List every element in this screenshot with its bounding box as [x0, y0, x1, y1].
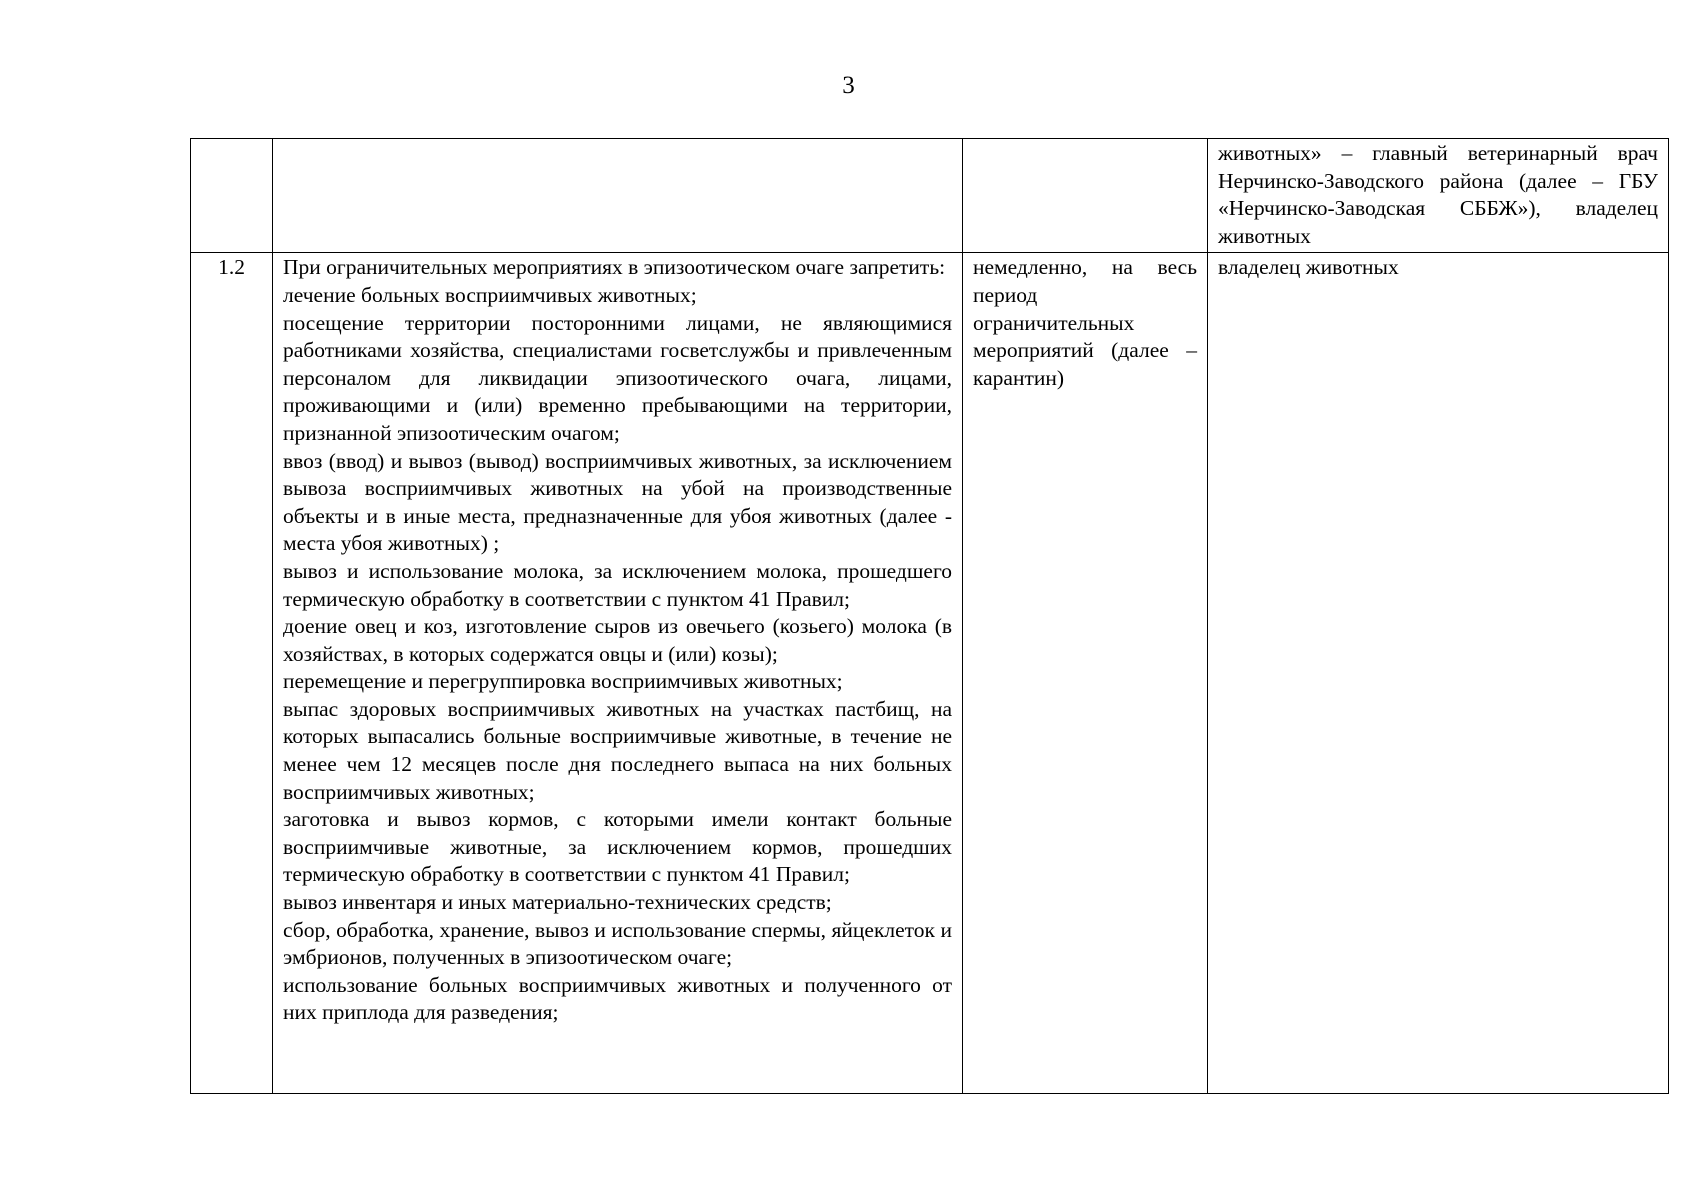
table-row [191, 253, 1669, 1094]
responsible-cell: владелец животных [1208, 253, 1669, 1094]
row-number-cell [191, 139, 273, 253]
measure-paragraph: лечение больных восприимчивых животных; [283, 282, 697, 307]
measure-paragraph: ввоз (ввод) и вывоз (вывод) восприимчивых животных, за исключением вывоза восприимчивых животных на убой на производственные объекты и в иные места, предназначенные для убоя животных (далее - места убоя животных) ; [283, 448, 952, 556]
responsible-cell: животных» – главный ветеринарный врач Нерчинско-Заводского района (далее – ГБУ «Нерчинско-Заводская СББЖ»), владелец животных [1208, 139, 1669, 253]
measure-cell [273, 253, 963, 1094]
term-cell: немедленно, на весь период ограничительных мероприятий (далее – карантин) [963, 253, 1208, 1094]
measure-paragraph: вывоз инвентаря и иных материально-технических средств; [283, 890, 832, 915]
measure-cell [273, 139, 963, 253]
page-number: 3 [842, 72, 855, 99]
measure-paragraph: использование больных восприимчивых животных и полученного от них приплода для разведения; [283, 972, 952, 1025]
measure-paragraph: вывоз и использование молока, за исключением молока, прошедшего термическую обработку в соответствии с пунктом 41 Правил; [283, 558, 952, 611]
measure-paragraph: При ограничительных мероприятиях в эпизоотическом очаге запретить: [283, 255, 946, 280]
measure-paragraph: сбор, обработка, хранение, вывоз и использование спермы, яйцеклеток и эмбрионов, полученных в эпизоотическом очаге; [283, 917, 952, 970]
measure-paragraph: посещение территории посторонними лицами, не являющимися работниками хозяйства, специалистами госветслужбы и привлеченным персоналом для ликвидации эпизоотического очага, лицами, проживающими и (или) временно пребывающими на территории, признанной эпизоотическим очагом; [283, 310, 952, 445]
row-number-cell: 1.2 [191, 253, 273, 1094]
measure-paragraph: перемещение и перегруппировка восприимчивых животных; [283, 669, 843, 694]
term-cell [963, 139, 1208, 253]
measure-paragraph: доение овец и коз, изготовление сыров из овечьего (козьего) молока (в хозяйствах, в которых содержатся овцы и (или) козы); [283, 614, 952, 666]
measure-paragraph: выпас здоровых восприимчивых животных на участках пастбищ, на которых выпасались больные восприимчивые животные, в течение не менее чем 12 месяцев после дня последнего выпаса на них больных восприимчивых животных; [283, 696, 952, 804]
measure-paragraph: заготовка и вывоз кормов, с которыми имели контакт больные восприимчивые животные, за исключением кормов, прошедших термическую обработку в соответствии с пунктом 41 Правил; [283, 807, 952, 887]
measures-table [190, 138, 1669, 1094]
table-row [191, 139, 1669, 253]
